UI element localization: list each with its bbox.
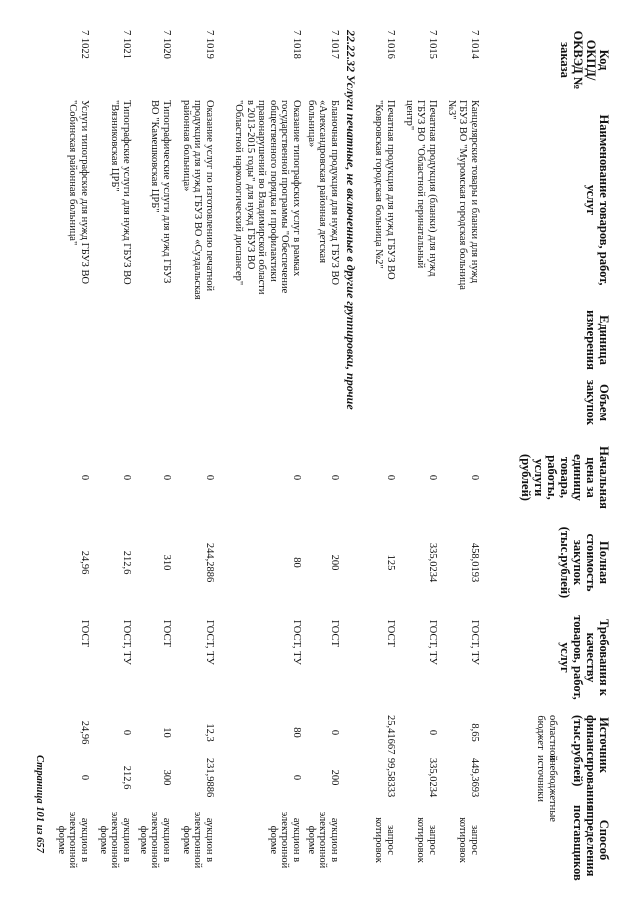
row-offbudget: 212,6 [121, 765, 132, 790]
row-offbudget: 231,9886 [204, 757, 215, 798]
row-name: Печатная продукция для нужд ГБУЗ ВО "Ковровская городская больница №2" [373, 100, 396, 280]
row-start-price: 0 [291, 474, 302, 481]
row-regional: 0 [427, 729, 438, 736]
row-name: Типографские услуги для нужд ГБУЗ ВО "Вязниковская ЦРБ" [109, 100, 132, 285]
header-unit: Единица измерения [584, 310, 611, 370]
row-start-price: 0 [161, 474, 172, 481]
row-req: ГОСТ [79, 620, 90, 647]
row-method: запрос котировок [415, 817, 438, 863]
row-offbudget: 99,58333 [385, 757, 396, 798]
header-requirements: Требования к качеству товаров, работ, услуг [558, 615, 611, 700]
row-total: 310 [161, 554, 172, 571]
row-name: Услуги типографские для нужд ГБУЗ ВО "Собинская районная больница" [67, 100, 90, 285]
row-offbudget: 0 [291, 774, 302, 781]
row-total: 244,2886 [204, 542, 215, 583]
row-method: аукцион в электронной форме [98, 811, 132, 869]
row-total: 125 [385, 554, 396, 571]
row-code: 7 1017 [329, 30, 340, 59]
row-name: Бланочная продукция для нужд ГБУЗ ВО «Александровская районная детская больница» [306, 100, 340, 286]
row-regional: 12,3 [204, 723, 215, 742]
row-offbudget: 300 [161, 769, 172, 786]
row-method: запрос котировок [457, 817, 480, 863]
row-total: 335,0234 [427, 542, 438, 583]
rotated-table [20, 20, 620, 880]
row-req: ГОСТ, ТУ [121, 620, 132, 665]
row-name: Оказание типографских услуг в рамках государственной программы "Обеспечение общественного порядка и профилактики правонарушений во Владимирской области в 2013-2015 годы" для нужд ГБУЗ ВО "Областной наркологический диспансер" [233, 100, 302, 295]
row-start-price: 0 [469, 474, 480, 481]
row-start-price: 0 [385, 474, 396, 481]
row-regional: 80 [291, 727, 302, 738]
row-name: Типографические услуги для нужд ГБУЗ ВО "Камешковская ЦРБ" [149, 100, 172, 284]
row-name: Печатная продукция (бланки) для нужд ГБУЗ ВО "Областной перинатальный центр" [404, 100, 438, 277]
row-total: 200 [329, 554, 340, 571]
row-code: 7 1020 [161, 30, 172, 59]
row-method: аукцион в электронной форме [268, 811, 302, 869]
row-regional: 10 [161, 727, 172, 738]
row-start-price: 0 [427, 474, 438, 481]
row-regional: 8,65 [469, 723, 480, 742]
row-start-price: 0 [79, 474, 90, 481]
header-offbudget: внебюджетные источники [535, 755, 558, 822]
row-req: ГОСТ, ТУ [291, 620, 302, 665]
row-req: ГОСТ, ТУ [204, 620, 215, 665]
row-name: Оказание услуг по изготовлению печатной продукции для нужд ГБУЗ ВО «Суздальская районная больница» [181, 100, 215, 300]
row-req: ГОСТ [161, 620, 172, 647]
header-method: Способ определения поставщиков [571, 805, 611, 881]
row-total: 24,96 [79, 550, 90, 575]
row-regional: 0 [121, 729, 132, 736]
row-code: 7 1015 [427, 30, 438, 59]
header-total-cost: Полная стоимость закупок (тыс.рублей) [558, 526, 611, 599]
group-heading: 22.22.32 Услуги печатные, не включенные в другие группировки, прочие [344, 30, 358, 410]
row-req: ГОСТ [385, 620, 396, 647]
header-volume: Объем закупок [584, 379, 611, 426]
row-offbudget: 335,0234 [427, 757, 438, 798]
row-start-price: 0 [204, 474, 215, 481]
row-total: 458,0193 [469, 542, 480, 583]
row-code: 7 1018 [291, 30, 302, 59]
header-start-price: Начальная цена за единицу товара, работы, услуги (рублей) [519, 446, 611, 509]
row-total: 80 [291, 557, 302, 568]
header-funding: Источник финансирования (тыс.рублей) [571, 715, 611, 812]
row-method: аукцион в электронной форме [181, 811, 215, 869]
row-req: ГОСТ [329, 620, 340, 647]
row-start-price: 0 [329, 474, 340, 481]
row-code: 7 1016 [385, 30, 396, 59]
row-req: ГОСТ, ТУ [427, 620, 438, 665]
row-offbudget: 200 [329, 769, 340, 786]
header-name: Наименование товаров, работ, услуг [584, 114, 611, 286]
row-code: 7 1019 [204, 30, 215, 59]
header-code: Код ОКПД/ ОКВЭД № заказа [558, 30, 611, 90]
row-method: аукцион в электронной форме [56, 811, 90, 869]
row-code: 7 1022 [79, 30, 90, 59]
row-start-price: 0 [121, 474, 132, 481]
header-regional: областной бюджет [535, 715, 558, 761]
row-offbudget: 0 [79, 774, 90, 781]
row-regional: 24,96 [79, 720, 90, 745]
row-offbudget: 449,3693 [469, 757, 480, 798]
row-total: 212,6 [121, 550, 132, 575]
row-method: аукцион в электронной форме [306, 811, 340, 869]
row-req: ГОСТ, ТУ [469, 620, 480, 665]
row-code: 7 1021 [121, 30, 132, 59]
row-code: 7 1014 [469, 30, 480, 59]
row-regional: 25,41667 [385, 715, 396, 755]
page-number: Страница 101 из 657 [34, 755, 45, 853]
row-method: аукцион в электронной форме [138, 811, 172, 869]
row-regional: 0 [329, 729, 340, 736]
row-name: Канцелярские товары и бланки для нужд ГБУЗ ВО "Муромская городская больница №3" [446, 100, 480, 290]
row-method: запрос котировок [373, 817, 396, 863]
